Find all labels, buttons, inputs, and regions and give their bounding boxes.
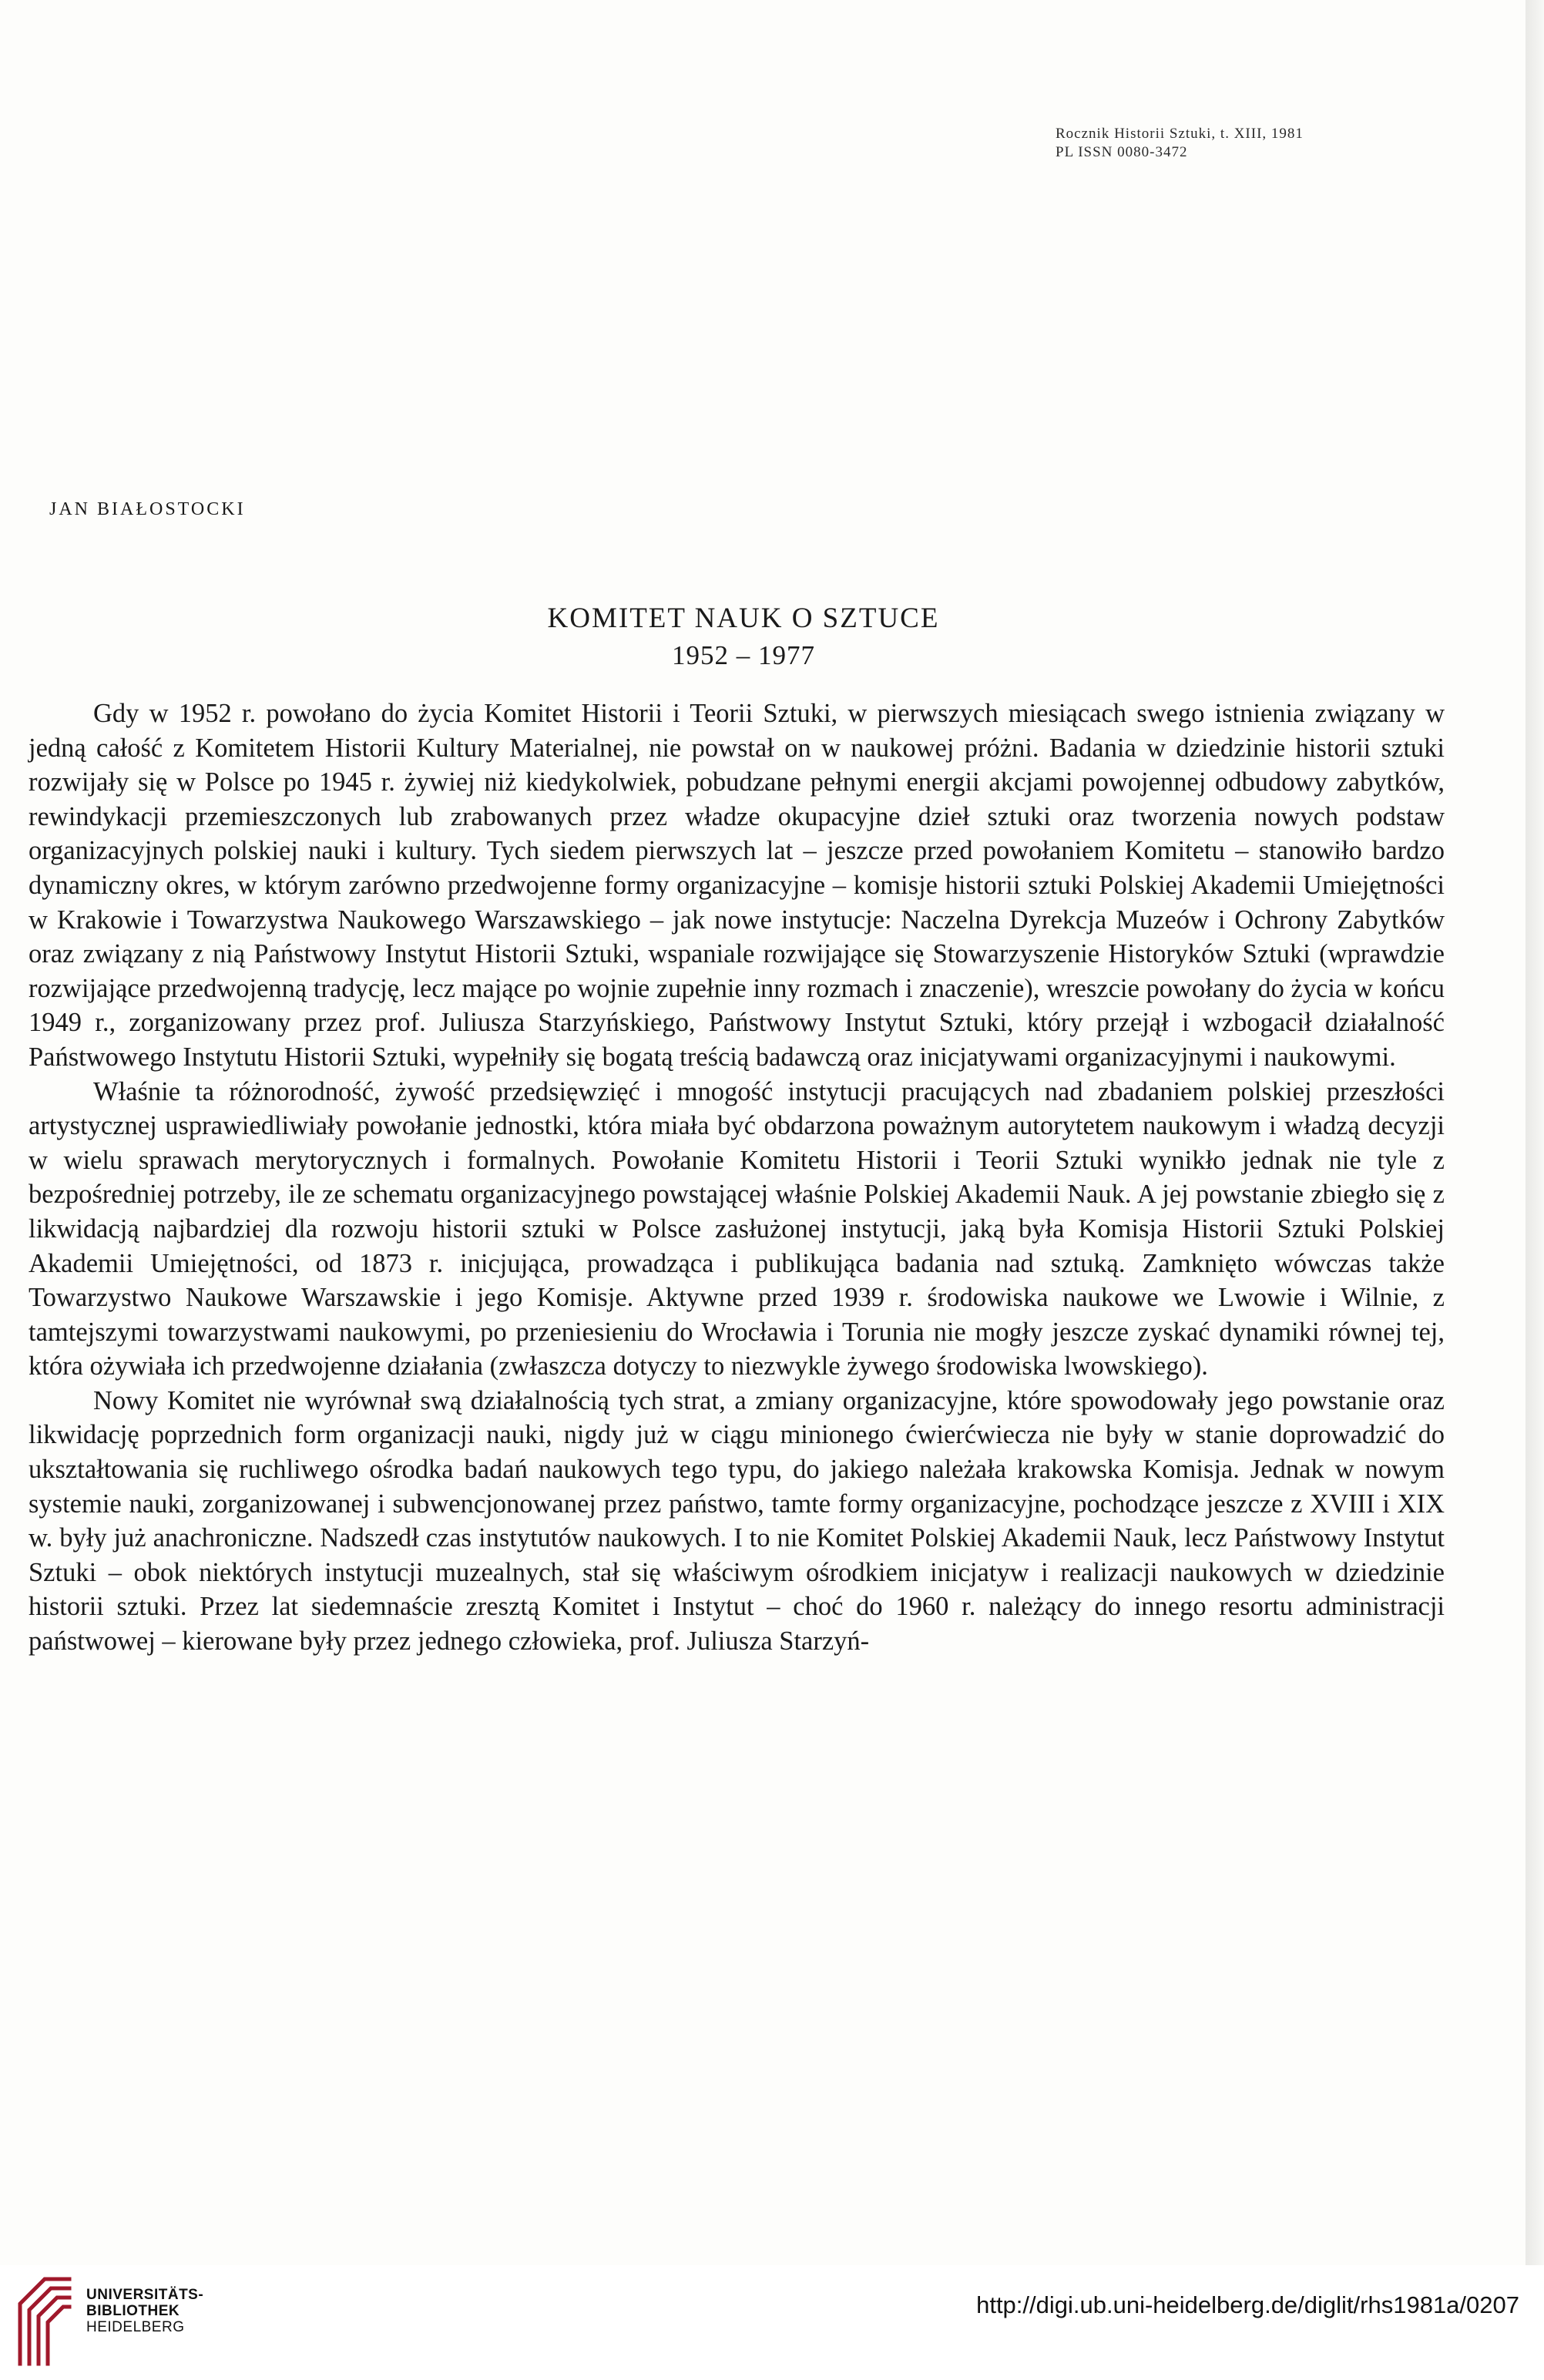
- issn-line: PL ISSN 0080-3472: [1056, 144, 1188, 160]
- journal-citation: Rocznik Historii Sztuki, t. XIII, 1981: [1056, 126, 1304, 142]
- page-edge-shadow: [1526, 0, 1544, 2265]
- article-body: [29, 697, 1445, 1659]
- library-name: [86, 2287, 203, 2335]
- journal-header: [1056, 125, 1487, 162]
- library-logo-icon: [14, 2273, 76, 2368]
- paragraph-1: Gdy w 1952 r. powołano do życia Komitet Historii i Teorii Sztuki, w pierwszych miesiącach swego istnienia związany w jedną całość z Komitetem Historii Kultury Materialnej, nie powstał on w naukowej próżni. Badania w dziedzinie historii sztuki rozwijały się w Polsce po 1945 r. żywiej niż kiedykolwiek, pobudzane pełnymi energii akcjami powojennej odbudowy zabytków, rewindykacji przemieszczonych lub zrabowanych przez władze okupacyjne dzieł sztuki oraz tworzenia nowych podstaw organizacyjnych polskiej nauki i kultury. Tych siedem pierwszych lat – jeszcze przed powołaniem Komitetu – stanowiło bardzo dynamiczny okres, w którym zarówno przedwojenne formy organizacyjne – komisje historii sztuki Polskiej Akademii Umiejętności w Krakowie i Towarzystwa Naukowego Warszawskiego – jak nowe instytucje: Naczelna Dyrekcja Muzeów i Ochrony Zabytków oraz związany z nią Państwowy Instytut Historii Sztuki, wspaniale rozwijające się Stowarzyszenie Historyków Sztuki (wprawdzie rozwijające przedwojenną tradycję, lecz mające po wojnie zupełnie inny rozmach i znaczenie), wreszcie powołany do życia w końcu 1949 r., zorganizowany przez prof. Juliusza Starzyńskiego, Państwowy Instytut Sztuki, który przejął i wzbogacił działalność Państwowego Instytutu Historii Sztuki, wypełniły się bogatą treścią badawczą oraz inicjatywami organizacyjnymi i naukowymi.: [29, 699, 1445, 1072]
- paragraph-3: Nowy Komitet nie wyrównał swą działalnością tych strat, a zmiany organizacyjne, które spowodowały jego powstanie oraz likwidację poprzednich form organizacji nauki, nigdy już w ciągu minionego ćwierćwiecza nie były w stanie doprowadzić do ukształtowania się ruchliwego ośrodka badań naukowych tego typu, do jakiego należała krakowska Komisja. Jednak w nowym systemie nauki, zorganizowanej i subwencjonowanej przez państwo, tamte formy organizacyjne, pochodzące jeszcze z XVIII i XIX w. były już anachroniczne. Nadszedł czas instytutów naukowych. I to nie Komitet Polskiej Akademii Nauk, lecz Państwowy Instytut Sztuki – obok niektórych instytucji muzealnych, stał się właściwym ośrodkiem inicjatyw i realizacji naukowych w dziedzinie historii sztuki. Przez lat siedemnaście zresztą Komitet i Instytut – choć do 1960 r. należący do innego resortu administracji państwowej – kierowane były przez jednego człowieka, prof. Juliusza Starzyń-: [29, 1385, 1445, 1657]
- article-years: 1952 – 1977: [672, 640, 815, 670]
- paragraph-2: Właśnie ta różnorodność, żywość przedsięwzięć i mnogość instytucji pracujących nad zbadaniem polskiej przeszłości artystycznej usprawiedliwiały powołanie jednostki, która miała być obdarzona poważnym autorytetem naukowym i władzą decyzji w wielu sprawach merytorycznych i formalnych. Powołanie Komitetu Historii i Teorii Sztuki wynikło jednak nie tyle z bezpośredniej potrzeby, ile ze schematu organizacyjnego powstającej właśnie Polskiej Akademii Nauk. A jej powstanie zbiegło się z likwidacją najbardziej dla rozwoju historii sztuki w Polsce zasłużonej instytucji, jaką była Komisja Historii Sztuki Polskiej Akademii Umiejętności, od 1873 r. inicjująca, prowadząca i publikująca badania nad sztuką. Zamknięto wówczas także Towarzystwo Naukowe Warszawskie i jego Komisje. Aktywne przed 1939 r. środowiska naukowe we Lwowie i Wilnie, z tamtejszymi towarzystwami naukowymi, po przeniesieniu do Wrocławia i Torunia nie mogły jeszcze zyskać dynamiki równej tej, która ożywiała ich przedwojenne działania (zwłaszcza dotyczy to niezwykle żywego środowiska lwowskiego).: [29, 1076, 1445, 1381]
- article-title: KOMITET NAUK O SZTUCE: [547, 603, 940, 634]
- library-name-line-1: UNIVERSITÄTS-: [86, 2287, 204, 2303]
- digitization-footer: [0, 2265, 1544, 2380]
- title-block: [0, 601, 1487, 673]
- source-url-link[interactable]: http://digi.ub.uni-heidelberg.de/diglit/rhs1981a/0207: [976, 2291, 1519, 2318]
- library-name-line-3: HEIDELBERG: [86, 2319, 185, 2335]
- library-name-line-2: BIBLIOTHEK: [86, 2303, 180, 2319]
- article-author: JAN BIAŁOSTOCKI: [49, 499, 246, 519]
